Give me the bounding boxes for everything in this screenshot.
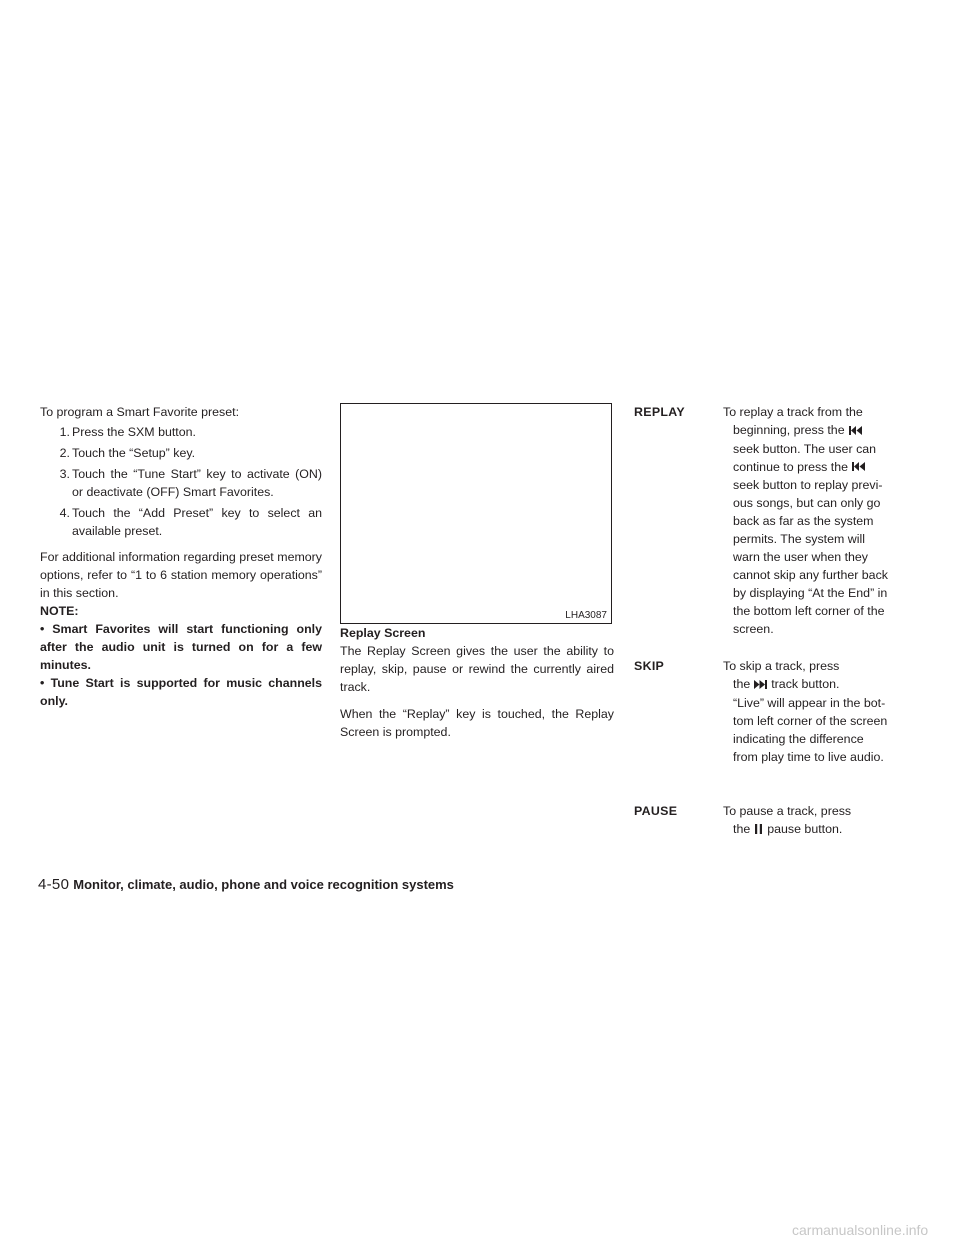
term-skip: SKIP (634, 659, 665, 673)
def-replay-body: To replay a track from the beginning, press the seek button. The user can continue to press the seek button to replay previ- ous songs, but can only go back as far as the system permits. The system will warn the user when they cannot skip any further back by displaying “At the End” in the bottom left corner of the screen. (723, 405, 888, 637)
list-item: 3. Touch the “Tune Start” key to activate (ON) or deactivate (OFF) Smart Favorites. (59, 467, 322, 499)
term-pause: PAUSE (634, 804, 678, 818)
chapter-title: Monitor, climate, audio, phone and voice recognition systems (73, 877, 454, 892)
replay-para-1: The Replay Screen gives the user the ability to replay, skip, pause or rewind the currently aired track. (340, 644, 614, 694)
section-heading: Replay Screen (340, 626, 426, 640)
list-item: 1. Press the SXM button. (59, 425, 196, 439)
seek-back-icon (852, 458, 865, 476)
note-heading: NOTE: (40, 604, 79, 618)
page-number: 4-50 (38, 876, 70, 893)
def-pause-body: To pause a track, press the pause button. (723, 802, 924, 839)
def-skip (634, 657, 924, 802)
def-skip-body: To skip a track, press the track button. “Live” will appear in the bot- tom left corner of the screen indicating the difference from play time to live audio. (723, 659, 888, 764)
def-pause (634, 802, 924, 839)
track-forward-icon (754, 676, 767, 694)
replay-para-2: When the “Replay” key is touched, the Replay Screen is prompted. (340, 707, 614, 739)
column-right (634, 403, 924, 839)
page-footer (38, 875, 454, 895)
steps-list (40, 423, 322, 540)
seek-back-icon (849, 422, 862, 440)
additional-info: For additional information regarding preset memory options, refer to “1 to 6 station memory operations” in this section. (40, 550, 322, 600)
def-replay (634, 403, 924, 643)
note-item-2: • Tune Start is supported for music channels only. (40, 676, 322, 708)
list-item: 4. Touch the “Add Preset” key to select an available preset. (59, 506, 322, 538)
column-middle (340, 403, 614, 741)
watermark: carmanualsonline.info (792, 1222, 929, 1238)
intro-text: To program a Smart Favorite preset: (40, 405, 240, 419)
column-left (40, 403, 322, 710)
pause-icon (754, 821, 763, 839)
figure-box (340, 403, 612, 624)
figure-id: LHA3087 (565, 610, 607, 621)
list-item: 2. Touch the “Setup” key. (59, 446, 196, 460)
term-replay: REPLAY (634, 405, 685, 419)
note-item-1: • Smart Favorites will start functioning only after the audio unit is turned on for a few minutes. (40, 622, 322, 672)
